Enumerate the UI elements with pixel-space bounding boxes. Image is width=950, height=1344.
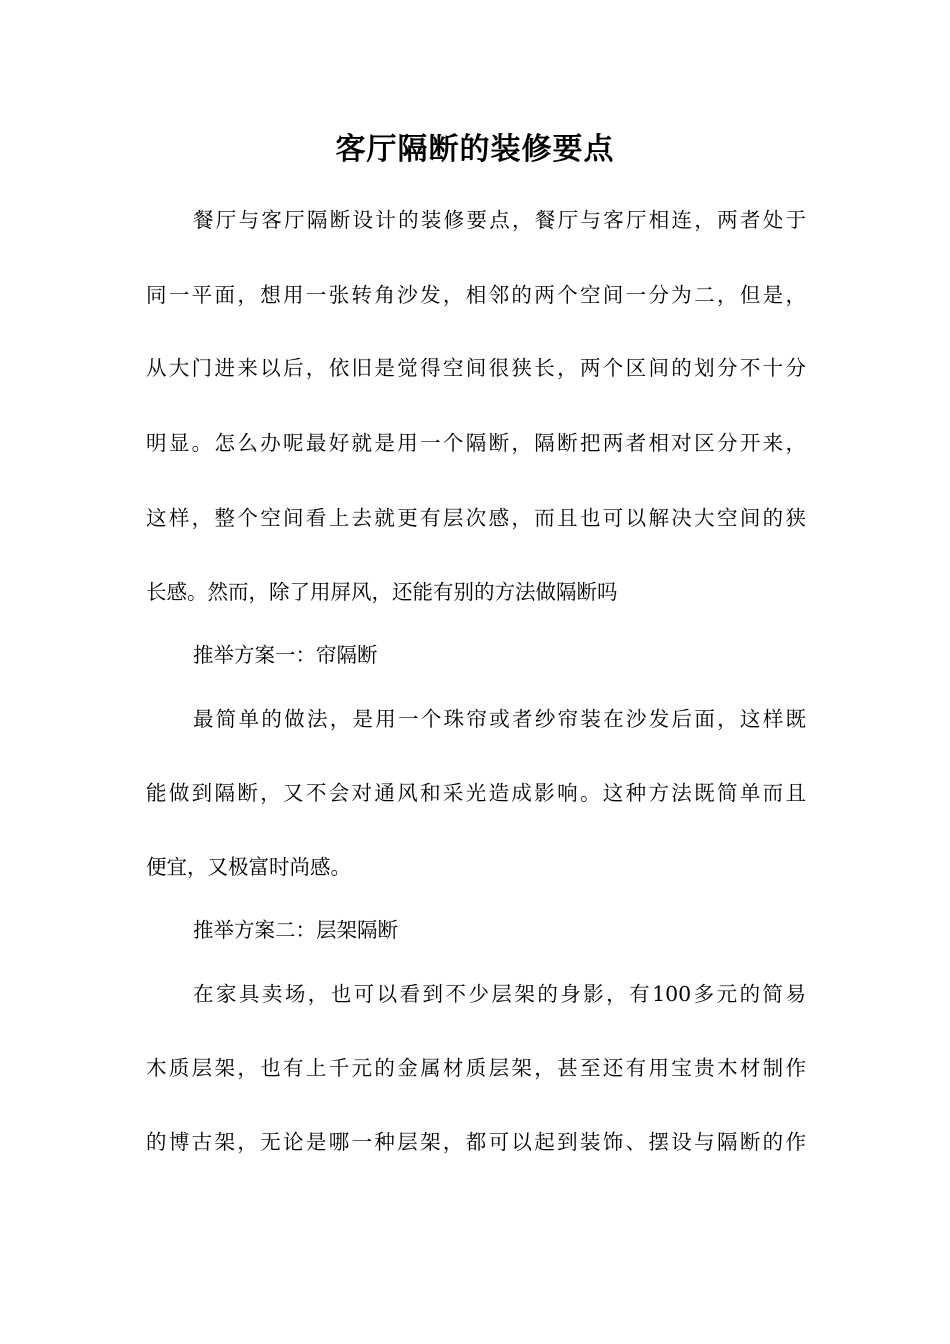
section-heading: 推举方案二：层架隔断 <box>193 918 398 942</box>
paragraph-line: 最简单的做法，是用一个珠帘或者纱帘装在沙发后面，这样既 <box>193 707 806 731</box>
paragraph-line: 同一平面，想用一张转角沙发，相邻的两个空间一分为二，但是， <box>146 283 806 307</box>
paragraph-line: 这样，整个空间看上去就更有层次感，而且也可以解决大空间的狭 <box>146 506 806 530</box>
paragraph-line: 长感。然而，除了用屏风，还能有别的方法做隔断吗 <box>146 580 618 604</box>
paragraph-line: 明显。怎么办呢最好就是用一个隔断，隔断把两者相对区分开来， <box>146 431 806 455</box>
paragraph-line: 能做到隔断，又不会对通风和采光造成影响。这种方法既简单而且 <box>146 781 806 805</box>
section-heading: 推举方案一：帘隔断 <box>193 643 378 667</box>
paragraph-line: 的博古架，无论是哪一种层架，都可以起到装饰、摆设与隔断的作 <box>146 1130 806 1154</box>
paragraph-line: 木质层架，也有上千元的金属材质层架，甚至还有用宝贵木材制作 <box>146 1056 806 1080</box>
document-title: 客厅隔断的装修要点 <box>335 132 615 167</box>
paragraph-line: 在家具卖场，也可以看到不少层架的身影，有100多元的简易 <box>193 982 806 1006</box>
paragraph-line: 从大门进来以后，依旧是觉得空间很狭长，两个区间的划分不十分 <box>146 356 806 380</box>
paragraph-line: 餐厅与客厅隔断设计的装修要点，餐厅与客厅相连，两者处于 <box>193 208 806 232</box>
paragraph-line: 便宜，又极富时尚感。 <box>146 855 351 879</box>
